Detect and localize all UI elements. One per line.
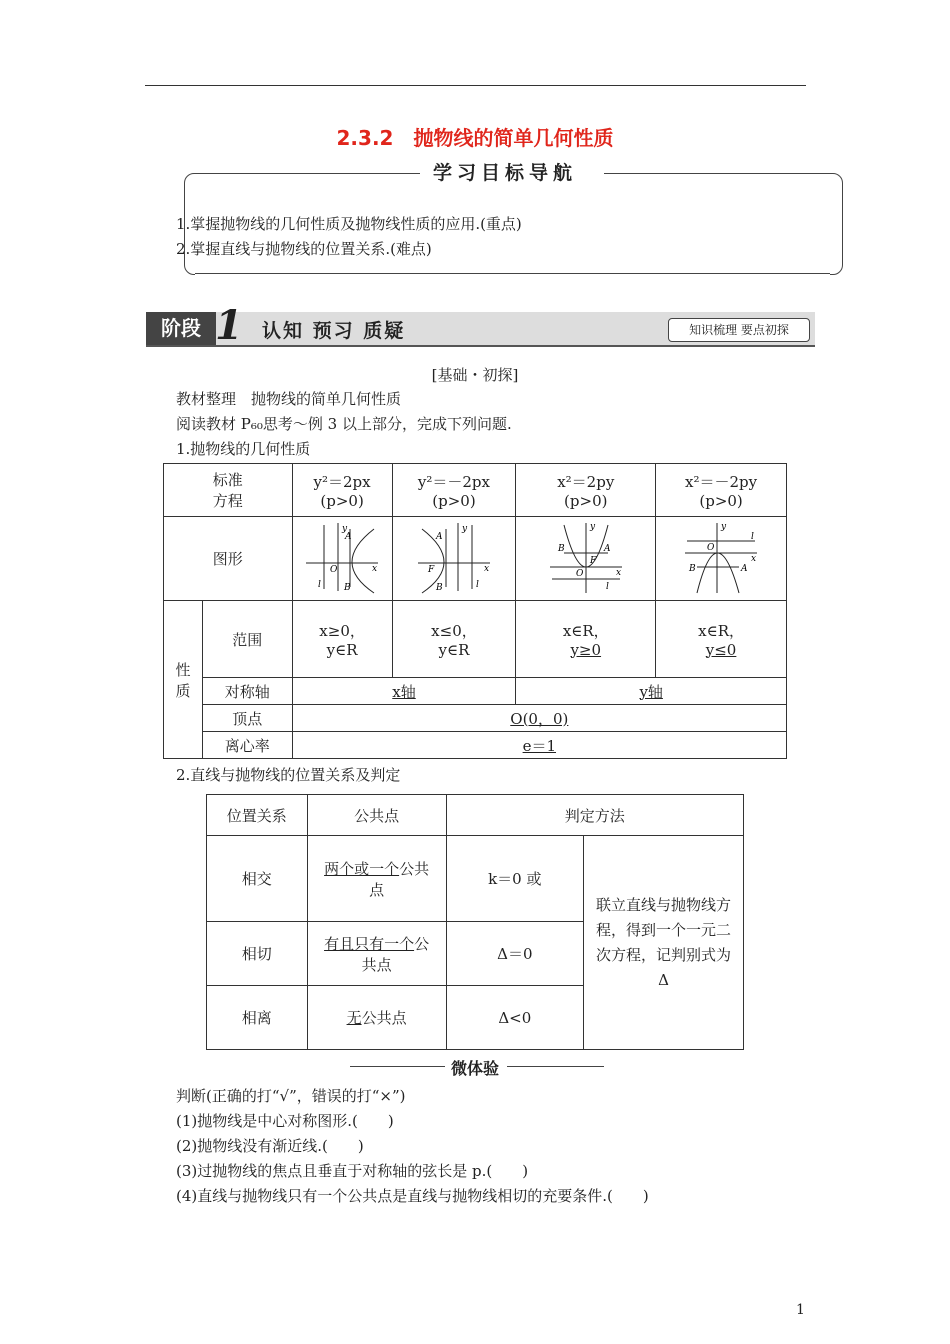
- svg-text:x: x: [483, 563, 490, 574]
- range-cell: x≤0， y∈R: [392, 601, 516, 678]
- points-cell: 有且只有一个公共点: [307, 922, 446, 986]
- svg-text:B: B: [689, 563, 696, 574]
- header-axis: 对称轴: [202, 678, 292, 705]
- merged-method-cell: 联立直线与抛物线方程，得到一个一元二次方程，记判别式为 Δ: [584, 836, 744, 1050]
- svg-text:y: y: [721, 521, 727, 532]
- eq-cell: y²＝2px (p>0): [292, 464, 392, 517]
- svg-text:l: l: [318, 579, 321, 590]
- axis-x-cell: x轴: [292, 678, 516, 705]
- page-title: 2.3.2 抛物线的简单几何性质: [336, 126, 614, 150]
- header-relation: 位置关系: [207, 795, 308, 836]
- header-rule: [145, 85, 806, 86]
- page-number: 1: [796, 1302, 805, 1318]
- parabola-left-graph: [414, 519, 494, 595]
- graph-down: [656, 517, 787, 601]
- range-cell: x∈R， y≤0: [656, 601, 787, 678]
- section-tag: [基础・初探]: [431, 366, 519, 384]
- svg-text:A: A: [435, 531, 443, 542]
- eq-cell: y²＝－2px (p>0): [392, 464, 516, 517]
- svg-text:A: A: [741, 563, 748, 574]
- header-eccentricity: 离心率: [202, 732, 292, 759]
- range-cell: x≥0， y∈R: [292, 601, 392, 678]
- intro-line: 教材整理 抛物线的简单几何性质: [176, 390, 402, 408]
- judge-intro: 判断(正确的打“√”，错误的打“×”): [176, 1087, 406, 1105]
- divider: [195, 273, 830, 274]
- method-cell: Δ<0: [446, 986, 584, 1050]
- svg-text:y: y: [589, 521, 595, 532]
- header-shape: 图形: [164, 517, 293, 601]
- graph-left: [392, 517, 516, 601]
- svg-text:F: F: [589, 555, 596, 566]
- parabola-right-graph: [302, 519, 382, 595]
- stage-number: 1: [215, 302, 243, 349]
- parabola-up-graph: [546, 519, 626, 595]
- range-cell: x∈R， y≥0: [516, 601, 656, 678]
- svg-text:y: y: [461, 523, 468, 534]
- svg-text:A: A: [345, 531, 352, 542]
- parabola-down-graph: [681, 519, 761, 595]
- relation-cell: 相切: [207, 922, 308, 986]
- svg-text:O: O: [330, 564, 338, 575]
- divider: [195, 173, 420, 174]
- vertex-cell: O(0，0): [292, 705, 786, 732]
- stage-label: 阶段: [146, 312, 216, 345]
- svg-text:O: O: [575, 568, 584, 579]
- svg-text:O: O: [707, 542, 715, 553]
- svg-text:B: B: [435, 582, 443, 593]
- svg-text:l: l: [751, 531, 754, 542]
- judge-item: (1)抛物线是中心对称图形.( ): [176, 1112, 394, 1130]
- svg-text:x: x: [751, 553, 757, 564]
- micro-heading: 微体验: [450, 1059, 499, 1078]
- points-cell: 无公共点: [307, 986, 446, 1050]
- svg-text:B: B: [557, 543, 565, 554]
- header-vertex: 顶点: [202, 705, 292, 732]
- position-table: [206, 794, 747, 1050]
- method-cell: k＝0 或: [446, 836, 584, 922]
- svg-text:A: A: [603, 543, 611, 554]
- svg-text:x: x: [372, 563, 378, 574]
- properties-table: [163, 463, 787, 759]
- graph-up: [516, 517, 656, 601]
- judge-item: (2)抛物线没有渐近线.( ): [176, 1137, 364, 1155]
- stage-tag: 知识梳理 要点初探: [668, 318, 810, 342]
- svg-text:x: x: [615, 567, 621, 578]
- intro-line: 1.抛物线的几何性质: [176, 440, 311, 458]
- header-std-eq: 标准方程: [164, 464, 293, 517]
- graph-right: [292, 517, 392, 601]
- svg-text:y: y: [342, 523, 348, 534]
- header-common-points: 公共点: [307, 795, 446, 836]
- points-cell: 两个或一个公共点: [307, 836, 446, 922]
- relation-cell: 相离: [207, 986, 308, 1050]
- svg-text:F: F: [427, 564, 435, 575]
- svg-text:l: l: [475, 579, 479, 590]
- svg-text:B: B: [344, 582, 351, 593]
- header-properties: 性质: [164, 601, 203, 759]
- svg-text:l: l: [605, 581, 609, 592]
- subheading: 2.直线与抛物线的位置关系及判定: [176, 766, 401, 784]
- method-cell: Δ＝0: [446, 922, 584, 986]
- eccentricity-cell: e＝1: [292, 732, 786, 759]
- axis-y-cell: y轴: [516, 678, 787, 705]
- section-badge: 学习目标导航: [423, 158, 587, 184]
- goal-item: 1.掌握抛物线的几何性质及抛物线性质的应用.(重点): [176, 215, 522, 233]
- eq-cell: x²＝－2py (p>0): [656, 464, 787, 517]
- header-method: 判定方法: [446, 795, 743, 836]
- header-range: 范围: [202, 601, 292, 678]
- eq-cell: x²＝2py (p>0): [516, 464, 656, 517]
- stage-title: 认知 预习 质疑: [262, 320, 406, 342]
- intro-line: 阅读教材 P₆₀思考～例 3 以上部分，完成下列问题.: [176, 415, 512, 433]
- relation-cell: 相交: [207, 836, 308, 922]
- judge-item: (4)直线与抛物线只有一个公共点是直线与抛物线相切的充要条件.( ): [176, 1187, 649, 1205]
- goal-item: 2.掌握直线与抛物线的位置关系.(难点): [176, 240, 432, 258]
- judge-item: (3)过抛物线的焦点且垂直于对称轴的弦长是 p.( ): [176, 1162, 529, 1180]
- divider: [604, 173, 830, 174]
